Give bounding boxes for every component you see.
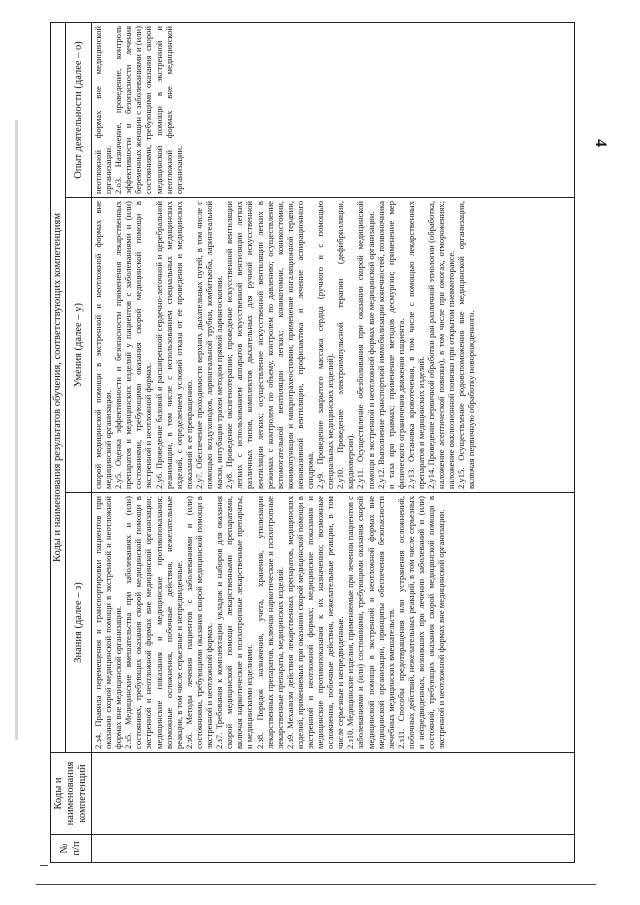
header-skills: Умения (далее – у) <box>66 198 92 493</box>
knowledge-item: 2.з8. Порядок назначения, учета, хранения, утилизации лекарственных препаратов, включая наркотические и психотропные лекарственные препараты, медицинских изделий. <box>254 496 285 749</box>
skill-item: 2.у9. Проведение закрытого массажа сердца (ручного и с помощью специальных медицинских изделий). <box>315 201 336 489</box>
experience-item: неотложной формах вне медицинской организации. <box>93 25 114 194</box>
header-competency-codes: Коды и наименования компетенций <box>51 753 92 835</box>
knowledge-item: 2.з4. Правила перемещения и транспортировки пациентов при оказании скорой медицинской помощи в экстренной и неотложной формах вне медицинской организации. <box>93 496 124 749</box>
header-learning-outcomes: Коды и наименования результатов обучения, соответствующих компетенциям <box>51 22 66 752</box>
knowledge-item: 2.з9. Механизм действия лекарственных препаратов, медицинских изделий, применяемых при оказании скорой медицинской помощи в экстренной и неотложной формах; медицинские показания и медицинские противопоказания к их назначению; возможные осложнения, побочные действия, нежелательные реакции, в том числе серьезные и непредвиденные. <box>284 496 346 749</box>
page-number: 4 <box>592 139 609 147</box>
scan-bottom-line <box>36 884 596 885</box>
skill-item: 2.у14. Проведение первичной обработки ран различной этиологии (обработка, наложение асептической повязки), в том числе при ожогах, отморожениях; наложение окклюзионной повязки при открытом пневмотораксе. <box>426 201 457 489</box>
experience-item: 2.о3. Назначение, проведение, контроль эффективности и безопасности лечения беременных женщин с заболеваниями и (или) состояниями, требующими оказания скорой медицинской помощи в экстренной и неотложной формах вне медицинской организации. <box>113 25 184 194</box>
skill-item: скорой медицинской помощи в экстренной и неотложной формах вне медицинской организации. <box>93 201 114 489</box>
skill-item: 2.у5. Оценка эффективности и безопасности применения лекарственных препаратов и медицинских изделий у пациентов с заболеваниями и (или) состояниями, требующими оказания скорой медицинской помощи в экстренной и неотложной формах. <box>113 201 154 489</box>
rotated-table-container <box>50 23 575 863</box>
header-number: № п/п <box>51 835 92 863</box>
skill-item: 2.у13. Остановка кровотечения, в том числе с помощью лекарственных препаратов и медицинских изделий. <box>405 201 426 489</box>
scan-left-edge-shadow <box>15 120 18 740</box>
skill-item: 2.у6. Проведение базовой и расширенной сердечно-легочной и церебральной реанимации, в том числе с использованием специальных медицинских изделий, с определением условий отказа от ее проведения и медицинских показаний к ее прекращению. <box>153 201 194 489</box>
scan-mark <box>40 865 48 866</box>
cell-experience <box>92 22 575 197</box>
cell-competency-codes <box>92 753 575 835</box>
knowledge-item: 2.з11. Способы предотвращения или устранения осложнений, побочных действий, нежелательных реакций, в том числе серьезных и непредвиденных, возникших при лечении заболеваний и (или) состояний, требующих оказания скорой медицинской помощи в экстренной и неотложной формах вне медицинской организации. <box>395 496 447 749</box>
skill-item: 2.у12. Выполнение транспортной иммобилизации конечностей, позвоночника и таза при травмах; применение методов десмургии; применение мер физического ограничения движения пациента. <box>375 201 406 489</box>
skill-item: 2.у11. Осуществление обезболивания при оказании скорой медицинской помощи в экстренной и неотложной формах вне медицинской организации. <box>355 201 376 489</box>
cell-knowledge <box>92 493 575 753</box>
cell-number <box>92 835 575 863</box>
header-experience: Опыт деятельности (далее – о) <box>66 22 92 197</box>
knowledge-item: 2.з5. Медицинские вмешательства при заболеваниях и (или) состояниях, требующих оказания скорой медицинской помощи в экстренной и неотложной формах вне медицинской организации; медицинские показания и медицинские противопоказания; возможные осложнения, побочные действия, нежелательные реакции, в том числе серьезные и непредвиденные. <box>123 496 184 749</box>
cell-skills <box>92 198 575 493</box>
knowledge-item: 2.з10. Медицинские изделия, применяемые при лечении пациентов с заболеваниями и (или) состояниями, требующими оказания скорой медицинской помощи в экстренной и неотложной формах вне медицинской организации, принципы обеспечения безопасности лечебных медицинских вмешательств. <box>345 496 396 749</box>
knowledge-item: 2.з6. Методы лечения пациентов с заболеваниями и (или) состояниями, требующими оказания скорой медицинской помощи в экстренной и неотложной формах. <box>183 496 215 749</box>
skill-item: 2.у7. Обеспечение проходимости верхних дыхательных путей, в том числе с помощью воздуховодов, ларингеальной трубки, комбитьюба, ларингеальной маски, интубации трахеи методом прямой ларингоскопии. <box>193 201 225 489</box>
header-knowledge: Знания (далее – з) <box>66 493 92 753</box>
knowledge-item: 2.з7. Требования к комплектации укладок и наборов для оказания скорой медицинской помощи лекарственными препаратами, включая наркотические и психотропные лекарственные препараты, и медицинскими изделиями. <box>214 496 255 749</box>
competencies-table <box>50 22 575 863</box>
skill-item: 2.у15. Осуществление родовспоможения вне медицинской организации, включая первичную обработку новорожденного. <box>456 201 477 489</box>
skill-item: 2.у10. Проведение электроимпульсной терапии (дефибрилляции, кардиоверсии). <box>335 201 356 489</box>
skill-item: 2.у8. Проведение оксигенотерапии; проведение искусственной вентиляции легких с использованием аппаратов искусственной вентиляции легких различных типов, комплектов дыхательных для ручной искусственной вентиляции легких; осуществление искусственной вентиляции легких в режимах с контролем по объему, контролем по давлению; осуществление вспомогательной вентиляции легких; коникотомии, коникостомии, коникопункции и микротрахеостомии; применение ингаляционной терапии, неинвазивной вентиляции, профилактика и лечение аспирационного синдрома. <box>224 201 315 489</box>
